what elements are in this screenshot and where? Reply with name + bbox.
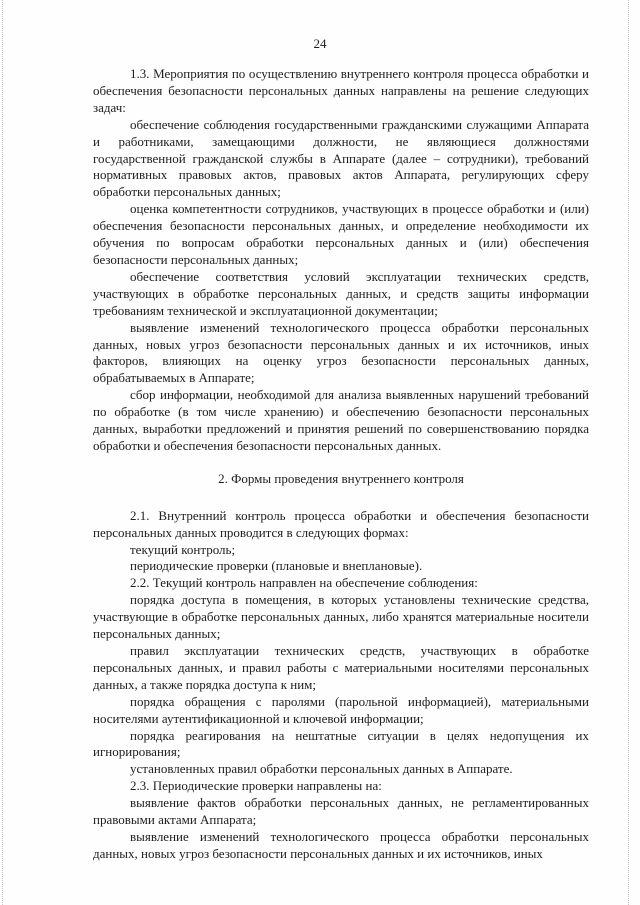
document-body [93,66,589,863]
paragraph-2-2: 2.2. Текущий контроль направлен на обеспечение соблюдения: [130,575,478,591]
paragraph-1-3: 1.3. Мероприятия по осуществлению внутреннего контроля процесса обработки и обеспечения безопасности персональных данных направлены на решение следующих задач: [93,66,589,115]
scan-edge-left [2,0,3,905]
page-number: 24 [313,36,327,51]
form-item: текущий контроль; [130,541,236,557]
task-item: сбор информации, необходимой для анализа выявленных нарушений требований по обработке (в том числе хранению) и обеспечению безопасности персональных данных, выработки предложений и принятия решений по совершенствованию порядка обработки и обеспечения безопасности персональных данных. [93,387,589,453]
scan-edge-right [628,0,629,905]
task-item: оценка компетентности сотрудников, участвующих в процессе обработки и (или) обеспечения безопасности персональных данных, и определение необходимости их обучения по вопросам обработки персональных данных и (или) обеспечения безопасности персональных данных; [93,201,589,267]
paragraph-2-3: 2.3. Периодические проверки направлены на: [130,778,382,794]
form-item: периодические проверки (плановые и внеплановые). [130,558,423,574]
task-item: выявление изменений технологического процесса обработки персональных данных, новых угроз безопасности персональных данных и их источников, иных факторов, влияющих на оценку угроз безопасности персональных данных, обрабатываемых в Аппарате; [93,319,589,386]
task-item: обеспечение соблюдения государственными гражданскими служащими Аппарата и работниками, замещающими должности, не являющиеся должностями государственной гражданской службы в Аппарате (далее – сотрудники), требований нормативных правовых актов, правовых актов Аппарата, регулирующих сферу обработки персональных данных; [93,116,589,200]
periodic-check-item: выявление изменений технологического процесса обработки персональных данных, новых угроз безопасности персональных данных и их источников, иных [93,828,589,861]
current-control-item: правил эксплуатации технических средств, участвующих в обработке персональных данных, и правил работы с материальными носителями персональных данных, а также порядка доступа к ним; [93,643,589,692]
section-heading: 2. Формы проведения внутреннего контроля [218,470,464,486]
periodic-check-item: выявление фактов обработки персональных данных, не регламентированных правовыми актами Аппарата; [93,795,589,828]
current-control-item: порядка обращения с паролями (парольной информацией), материальными носителями аутентификационной и ключевой информации; [93,693,589,726]
current-control-item: порядка доступа в помещения, в которых установлены технические средства, участвующие в обработке персональных данных, либо хранятся материальные носители персональных данных; [93,592,589,642]
current-control-item: порядка реагирования на нештатные ситуации в целях недопущения их игнорирования; [93,727,589,760]
current-control-item: установленных правил обработки персональных данных в Аппарате. [130,761,513,777]
paragraph-2-1: 2.1. Внутренний контроль процесса обработки и обеспечения безопасности персональных данных проводится в следующих формах: [93,507,589,540]
task-item: обеспечение соответствия условий эксплуатации технических средств, участвующих в обработке персональных данных, и средств защиты информации требованиям технической и эксплуатационной документации; [93,268,589,318]
